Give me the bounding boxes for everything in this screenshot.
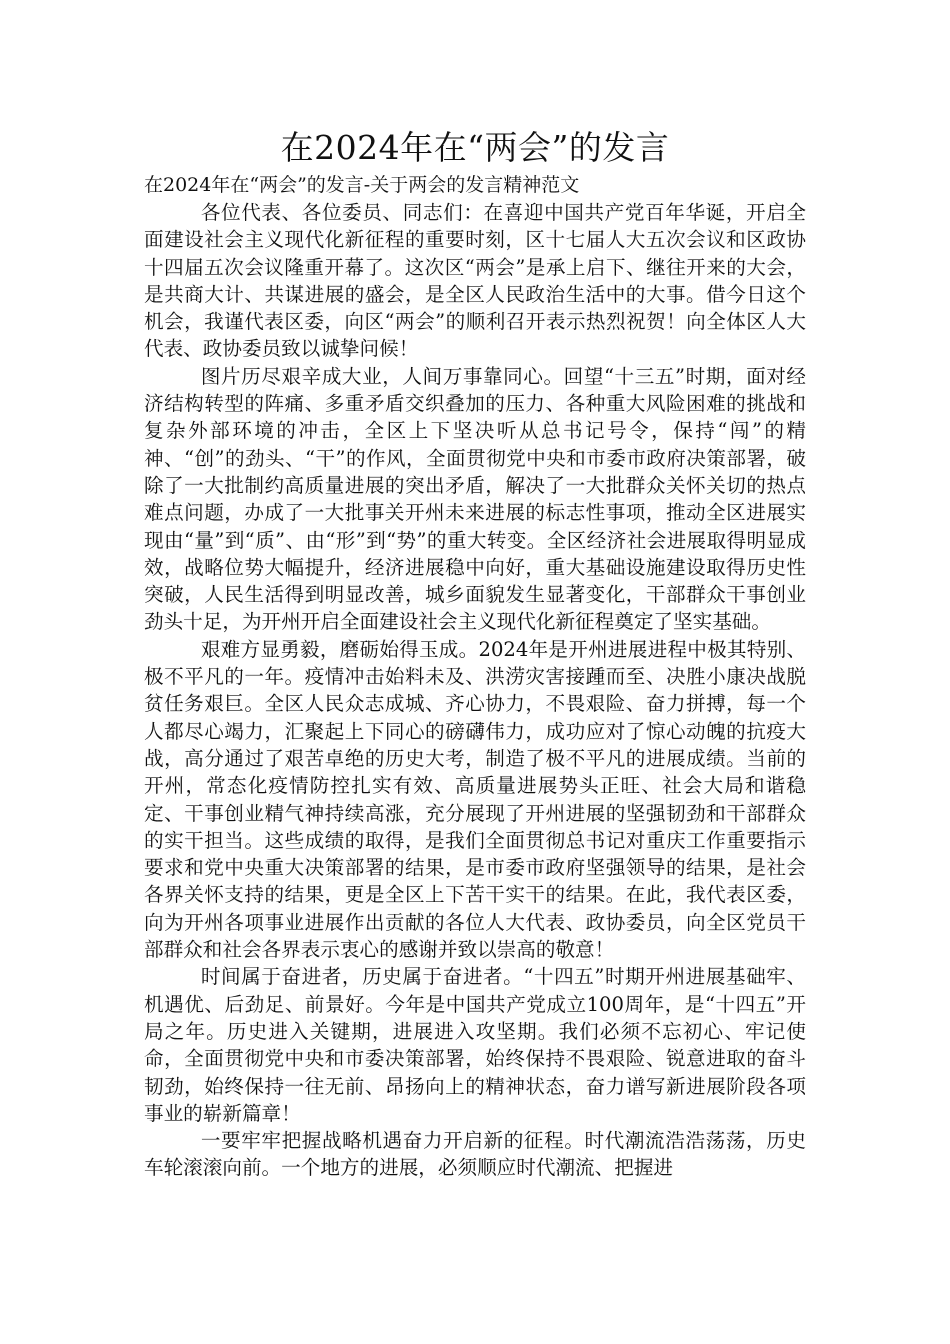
document-title: 在2024年在“两会”的发言 [280, 128, 670, 167]
paragraph-3: 艰难方显勇毅，磨砺始得玉成。2024年是开州进展进程中极其特别、极不平凡的一年。疫情冲击始料未及、洪涝灾害接踵而至、决胜小康决战脱贫任务艰巨。全区人民众志成城、齐心协力，不畏艰险、奋力拼搏，每一个人都尽心竭力，汇聚起上下同心的磅礴伟力，成功应对了惊心动魄的抗疫大战，高分通过了艰苦卓绝的历史大考，制造了极不平凡的进展成绩。当前的开州，常态化疫情防控扎实有效、高质量进展势头正旺、社会大局和谐稳定、干事创业精气神持续高涨，充分展现了开州进展的坚强韧劲和干部群众的实干担当。这些成绩的取得，是我们全面贯彻总书记对重庆工作重要指示要求和党中央重大决策部署的结果，是市委市政府坚强领导的结果，是社会各界关怀支持的结果，更是全区上下苦干实干的结果。在此，我代表区委，向为开州各项事业进展作出贡献的各位人大代表、政协委员，向全区党员干部群众和社会各界表示衷心的感谢并致以崇高的敬意！ [144, 637, 806, 962]
document-page [144, 126, 806, 1182]
paragraph-4: 时间属于奋进者，历史属于奋进者。“十四五”时期开州进展基础牢、机遇优、后劲足、前景好。今年是中国共产党成立100周年，是“十四五”开局之年。历史进入关键期，进展进入攻坚期。我们必须不忘初心、牢记使命，全面贯彻党中央和市委决策部署，始终保持不畏艰险、锐意进取的奋斗韧劲，始终保持一往无前、昂扬向上的精神状态，奋力谱写新进展阶段各项事业的崭新篇章！ [144, 965, 806, 1125]
paragraph-2: 图片历尽艰辛成大业，人间万事靠同心。回望“十三五”时期，面对经济结构转型的阵痛、多重矛盾交织叠加的压力、各种重大风险困难的挑战和复杂外部环境的冲击，全区上下坚决听从总书记号令，保持“闯”的精神、“创”的劲头、“干”的作风，全面贯彻党中央和市委市政府决策部署，破除了一大批制约高质量进展的突出矛盾，解决了一大批群众关怀关切的热点难点问题，办成了一大批事关开州未来进展的标志性事项，推动全区进展实现由“量”到“质”、由“形”到“势”的重大转变。全区经济社会进展取得明显成效，战略位势大幅提升，经济进展稳中向好，重大基础设施建设取得历史性突破，人民生活得到明显改善，城乡面貌发生显著变化，干部群众干事创业劲头十足，为开州开启全面建设社会主义现代化新征程奠定了坚实基础。 [144, 364, 806, 634]
document-subtitle: 在2024年在“两会”的发言-关于两会的发言精神范文 [144, 174, 580, 196]
paragraph-1: 各位代表、各位委员、同志们：在喜迎中国共产党百年华诞，开启全面建设社会主义现代化新征程的重要时刻，区十七届人大五次会议和区政协十四届五次会议隆重开幕了。这次区“两会”是承上启下、继往开来的大会，是共商大计、共谋进展的盛会，是全区人民政治生活中的大事。借今日这个机会，我谨代表区委，向区“两会”的顺利召开表示热烈祝贺！向全体区人大代表、政协委员致以诚挚问候！ [144, 201, 806, 361]
paragraph-5: 一要牢牢把握战略机遇奋力开启新的征程。时代潮流浩浩荡荡，历史车轮滚滚向前。一个地方的进展，必须顺应时代潮流、把握进 [144, 1129, 806, 1180]
